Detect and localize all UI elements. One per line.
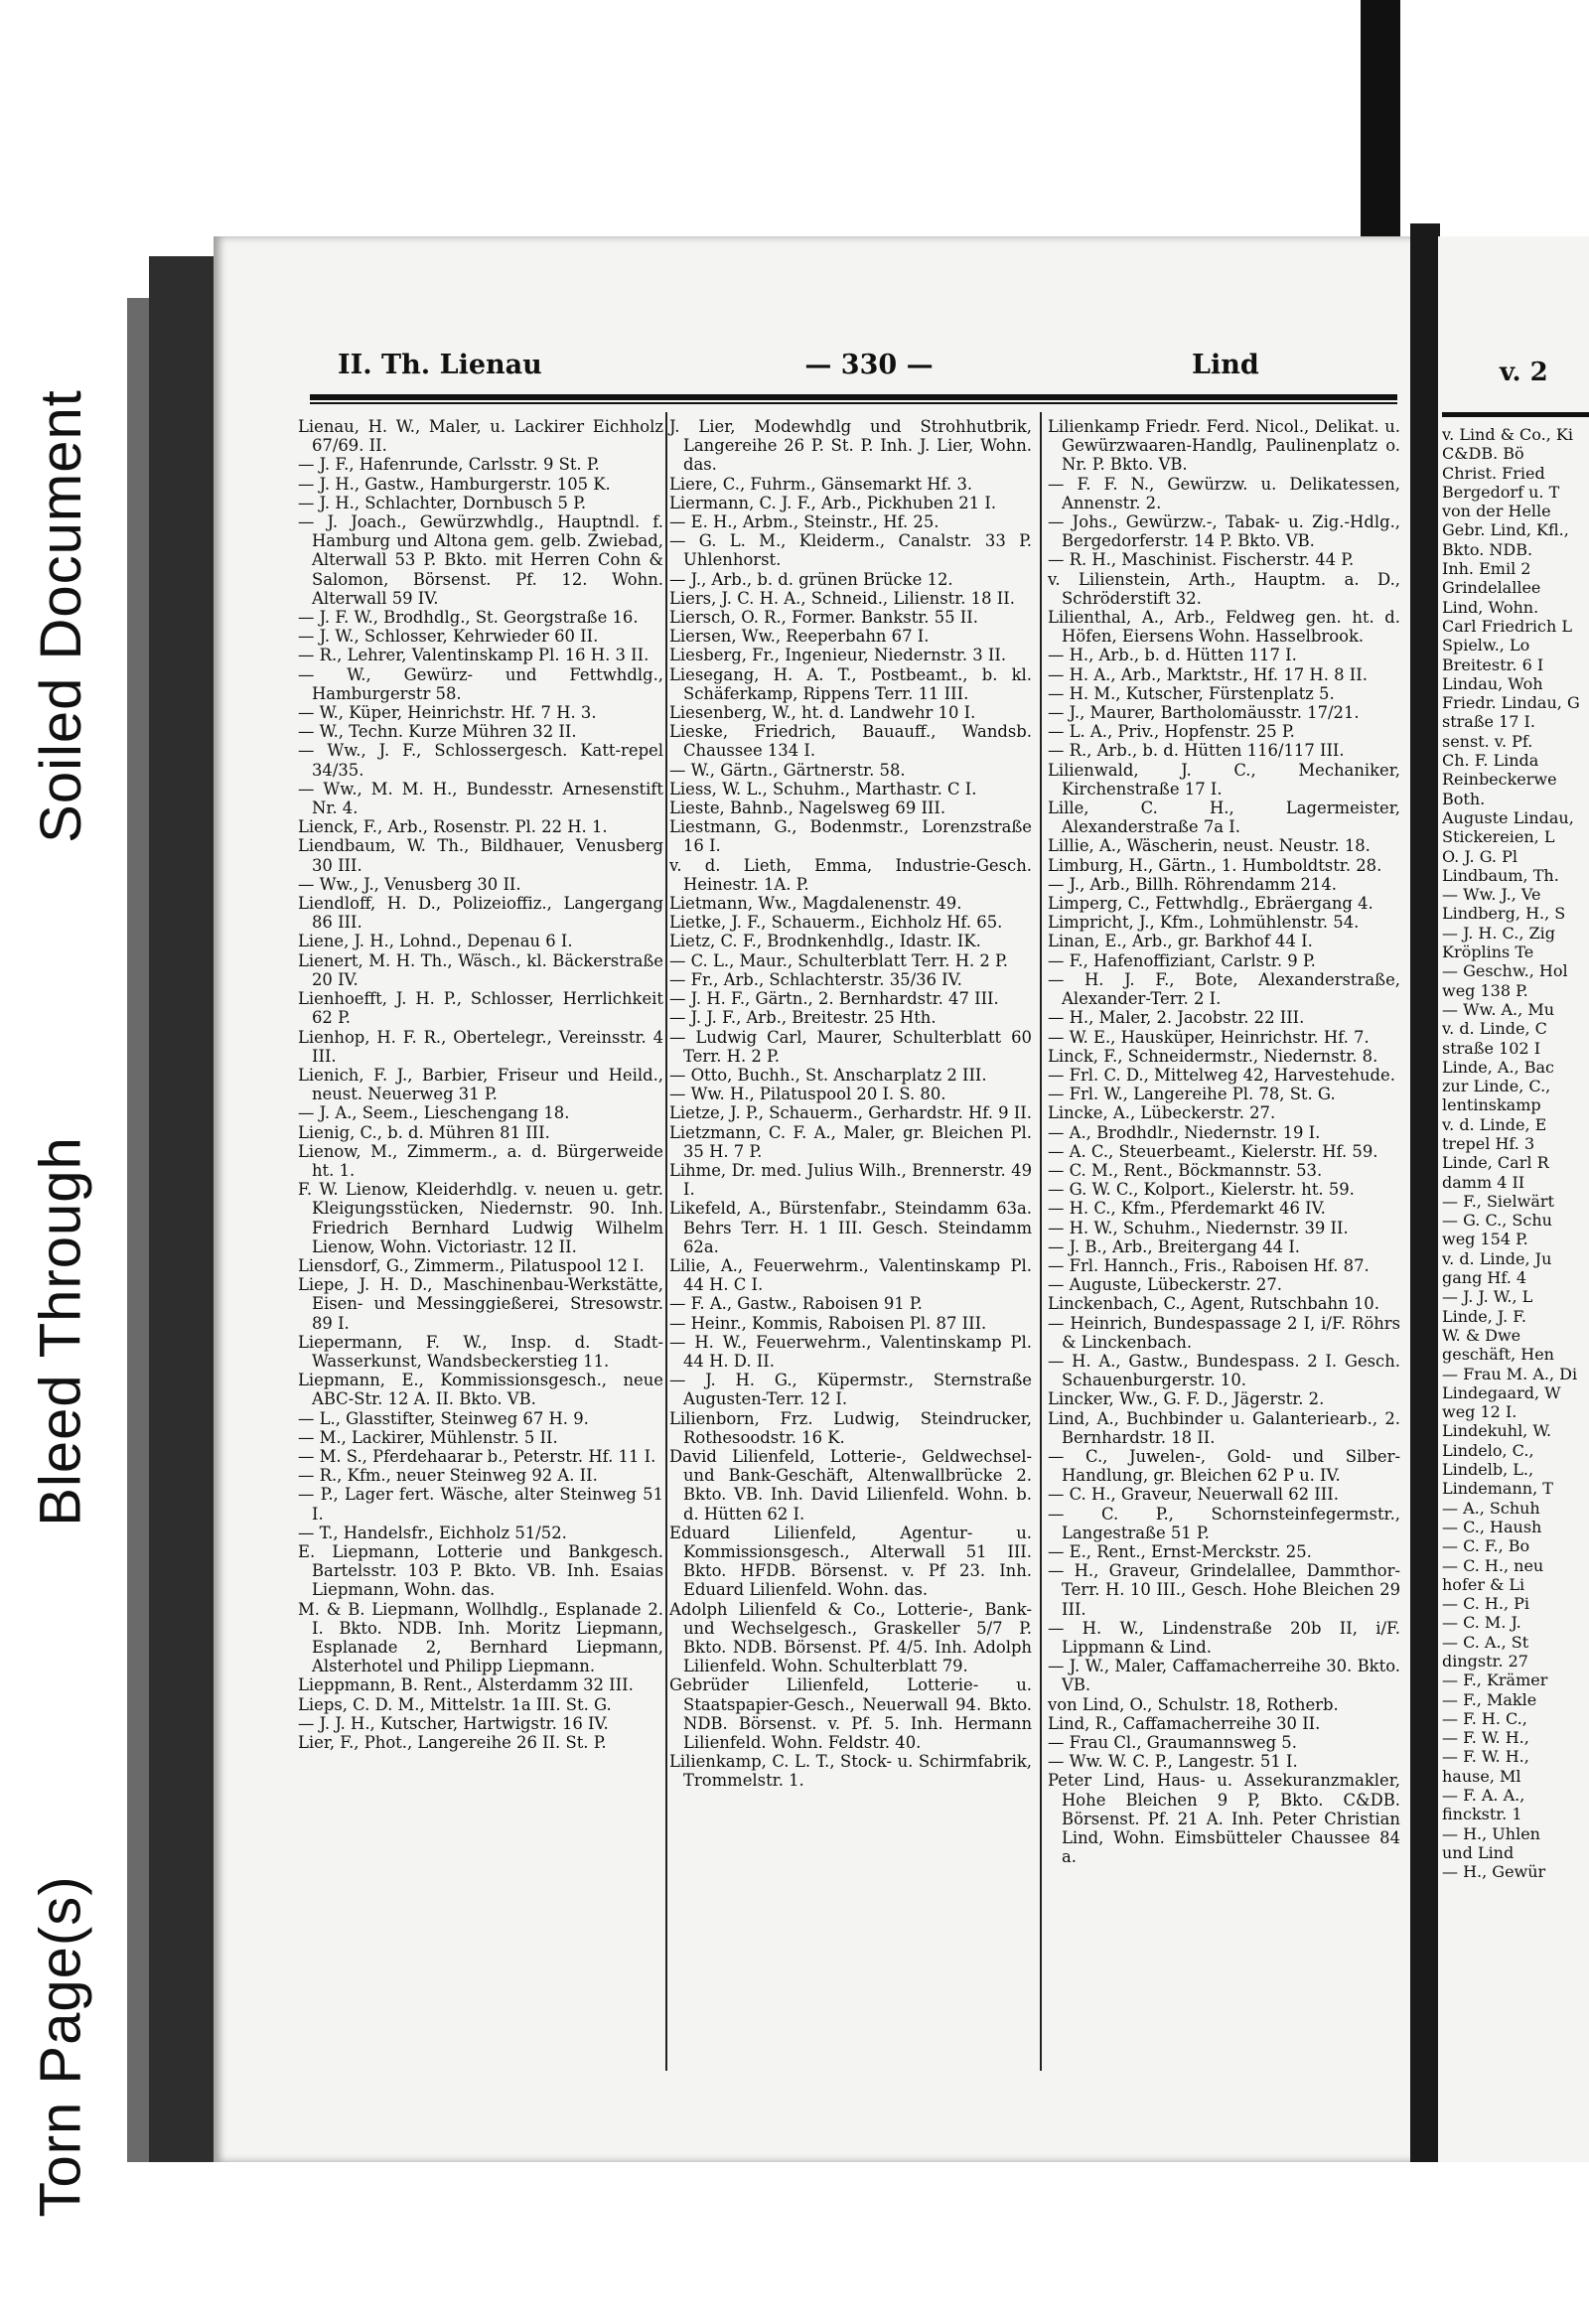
directory-entry: — J. H. F., Gärtn., 2. Bernhardstr. 47 III. (669, 989, 999, 1009)
directory-entry: Limperg, C., Fettwhdlg., Ebräergang 4. (1048, 894, 1373, 914)
directory-entry: Lienau, H. W., Maler, u. Lackirer Eichholz 67/69. II. (298, 417, 663, 456)
directory-entry: Lihme, Dr. med. Julius Wilh., Brennerstr. 49 I. (669, 1160, 1032, 1200)
directory-entry: — W., Küper, Heinrichstr. Hf. 7 H. 3. (298, 703, 597, 723)
next-page-line: v. Lind & Co., Ki (1442, 425, 1573, 444)
directory-entry: Liepmann, E., Kommissionsgesch., neue ABC-Str. 12 A. II. Bkto. VB. (298, 1371, 663, 1409)
directory-entry: — M., Lackirer, Mühlenstr. 5 II. (298, 1427, 558, 1447)
next-page-rule (1442, 412, 1589, 417)
directory-entry: Gebrüder Lilienfeld, Lotterie- u. Staatspapier-Gesch., Neuerwall 94. Bkto. NDB. Börsenst. v. Pf. 5. Inh. Hermann Lilienfeld. Wohn. Feldstr. 40. (669, 1675, 1032, 1753)
directory-entry: — L. A., Priv., Hopfenstr. 25 P. (1048, 722, 1295, 742)
next-page-line: W. & Dwe (1442, 1325, 1521, 1345)
next-page-line: — G. C., Schu (1442, 1211, 1552, 1231)
directory-entry: Lieste, Bahnb., Nagelsweg 69 III. (669, 799, 946, 818)
directory-entry: F. W. Lienow, Kleiderhdlg. v. neuen u. getr. Kleigungsstücken, Niedernstr. 90. Inh. Friedrich Bernhard Ludwig Wilhelm Lienow, Wohn. Victoriastr. 12 II. (298, 1180, 663, 1256)
next-page-column (1442, 425, 1589, 1882)
directory-entry: Lilienkamp Friedr. Ferd. Nicol., Delikat. u. Gewürzwaaren-Handlg, Paulinenplatz o. Nr. P. Bkto. VB. (1048, 417, 1400, 475)
directory-entry: — M. S., Pferdehaarar b., Peterstr. Hf. 11 I. (298, 1446, 656, 1466)
directory-entry: — C. P., Schornsteinfegermstr., Langestraße 51 P. (1048, 1504, 1400, 1542)
next-page-line: Auguste Lindau, (1442, 807, 1574, 827)
directory-entry: — R., Kfm., neuer Steinweg 92 A. II. (298, 1466, 598, 1486)
next-page-line: — C. H., neu (1442, 1555, 1544, 1575)
column-divider (1040, 412, 1042, 2071)
next-page-line: — F. H. C., (1442, 1708, 1527, 1728)
directory-entry: — R., Arb., b. d. Hütten 116/117 III. (1048, 741, 1345, 761)
directory-entry: Lietz, C. F., Brodnkenhdlg., Idastr. IK. (669, 932, 981, 951)
next-page-line: Lindelo, C., (1442, 1440, 1534, 1460)
next-page-line: straße 17 I. (1442, 712, 1535, 732)
book-spine (149, 256, 218, 2162)
directory-entry: Likefeld, A., Bürstenfabr., Steindamm 63a. Behrs Terr. H. 1 III. Gesch. Steindamm 62a. (669, 1199, 1032, 1256)
next-page-line: Bkto. NDB. (1442, 539, 1533, 559)
directory-entry: — H. W., Feuerwehrm., Valentinskamp Pl. 44 H. D. II. (669, 1332, 1032, 1371)
next-page-line: — Geschw., Hol (1442, 961, 1568, 981)
directory-entry: Lilie, A., Feuerwehrm., Valentinskamp Pl. 44 H. C I. (669, 1255, 1032, 1295)
directory-entry: — R. H., Maschinist. Fischerstr. 44 P. (1048, 550, 1355, 570)
directory-entry: — H. W., Lindenstraße 20b II, i/F. Lippmann & Lind. (1048, 1618, 1400, 1657)
directory-entry: — H. A., Arb., Marktstr., Hf. 17 H. 8 II. (1048, 664, 1368, 684)
directory-entry: Linckenbach, C., Agent, Rutschbahn 10. (1048, 1294, 1379, 1314)
directory-entry: — T., Handelsfr., Eichholz 51/52. (298, 1523, 567, 1542)
column-2 (669, 417, 1032, 1791)
directory-entry: — Johs., Gewürzw.-, Tabak- u. Zig.-Hdlg., Bergedorferstr. 14 P. Bkto. VB. (1048, 512, 1400, 551)
directory-entry: — J. J. H., Kutscher, Hartwigstr. 16 IV. (298, 1713, 609, 1733)
next-page-line: Ch. F. Linda (1442, 751, 1539, 771)
directory-entry: Lilienborn, Frz. Ludwig, Steindrucker, Rothesoodstr. 16 K. (669, 1408, 1032, 1447)
next-page-line: Christ. Fried (1442, 463, 1545, 483)
directory-entry: Liesegang, H. A. T., Postbeamt., b. kl. Schäferkamp, Rippens Terr. 11 III. (669, 664, 1032, 703)
next-page-line: und Lind (1442, 1842, 1515, 1862)
directory-entry: — J. F. W., Brodhdlg., St. Georgstraße 16. (298, 608, 639, 628)
directory-entry: — C., Juwelen-, Gold- und Silber-Handlung, gr. Bleichen 62 P u. IV. (1048, 1446, 1400, 1486)
directory-entry: — J., Arb., b. d. grünen Brücke 12. (669, 569, 953, 589)
directory-entry: Liersen, Ww., Reeperbahn 67 I. (669, 627, 930, 647)
next-page-line: damm 4 II (1442, 1172, 1525, 1192)
directory-entry: — Frl. Hannch., Fris., Raboisen Hf. 87. (1048, 1255, 1370, 1275)
directory-entry: — J. H., Schlachter, Dornbusch 5 P. (298, 493, 587, 512)
directory-entry: — Ww., J., Venusberg 30 II. (298, 874, 521, 894)
next-page-line: — C. A., St (1442, 1632, 1529, 1652)
next-page-line: Linde, A., Bac (1442, 1057, 1554, 1077)
directory-entry: — Heinrich, Bundespassage 2 I, i/F. Röhrs & Linckenbach. (1048, 1313, 1400, 1352)
next-page-line: senst. v. Pf. (1442, 731, 1533, 751)
directory-entry: Liene, J. H., Lohnd., Depenau 6 I. (298, 932, 573, 951)
directory-entry: v. d. Lieth, Emma, Industrie-Gesch. Heinestr. 1A. P. (669, 855, 1032, 894)
next-page-line: — F., Makle (1442, 1689, 1537, 1709)
directory-entry: — C. L., Maur., Schulterblatt Terr. H. 2 P. (669, 950, 1008, 970)
directory-entry: Liendloff, H. D., Polizeioffiz., Langergang 86 III. (298, 894, 663, 933)
directory-entry: Lieps, C. D. M., Mittelstr. 1a III. St. G. (298, 1694, 612, 1714)
next-page-line: geschäft, Hen (1442, 1345, 1554, 1365)
directory-entry: — W., Gewürz- und Fettwhdlg., Hamburgerstr 58. (298, 664, 663, 703)
directory-entry: — J. J. F., Arb., Breitestr. 25 Hth. (669, 1008, 937, 1028)
directory-entry: Lietze, J. P., Schauerm., Gerhardstr. Hf. 9 II. (669, 1103, 1032, 1123)
header-rule (310, 394, 1397, 400)
running-header-right: Lind (1192, 350, 1259, 380)
next-page-line: von der Helle (1442, 502, 1551, 521)
next-page-line: weg 154 P. (1442, 1230, 1528, 1249)
next-page-line: Lindelb, L., (1442, 1460, 1534, 1480)
next-page-line: Grindelallee (1442, 578, 1541, 598)
directory-entry: — R., Lehrer, Valentinskamp Pl. 16 H. 3 II. (298, 646, 650, 665)
directory-entry: Adolph Lilienfeld & Co., Lotterie-, Bank- und Wechselgesch., Graskeller 5/7 P. Bkto. NDB. Börsenst. Pf. 4/5. Inh. Adolph Lilienfeld. Wohn. Schulterblatt 79. (669, 1599, 1032, 1676)
next-page-line: hofer & Li (1442, 1574, 1525, 1594)
directory-entry: Lieske, Friedrich, Bauauff., Wandsb. Chaussee 134 I. (669, 722, 1032, 761)
directory-entry: Liendbaum, W. Th., Bildhauer, Venusberg 30 III. (298, 836, 663, 875)
directory-entry: — Otto, Buchh., St. Anscharplatz 2 III. (669, 1065, 987, 1085)
directory-entry: Lind, A., Buchbinder u. Galanteriearb., 2. Bernhardstr. 18 II. (1048, 1408, 1400, 1447)
stamp-strip (0, 298, 119, 2218)
column-divider (665, 412, 667, 2071)
next-page-line: Linde, Carl R (1442, 1153, 1549, 1173)
directory-entry: — Frau Cl., Graumannsweg 5. (1048, 1733, 1297, 1753)
next-page-line: v. d. Linde, C (1442, 1019, 1547, 1039)
next-page-line: v. d. Linde, E (1442, 1114, 1547, 1134)
directory-entry: Lincker, Ww., G. F. D., Jägerstr. 2. (1048, 1389, 1325, 1409)
stamp-text: Soiled Document (28, 388, 93, 843)
directory-entry: — Ww., M. M. H., Bundesstr. Arnesenstift Nr. 4. (298, 779, 663, 818)
next-page-line: — F., Sielwärt (1442, 1191, 1554, 1211)
next-page-line: hause, Ml (1442, 1766, 1521, 1786)
gutter (1410, 223, 1440, 2162)
next-page-line: Stickereien, L (1442, 827, 1555, 847)
next-page-line: — F. W. H., (1442, 1747, 1529, 1767)
directory-entry: — A., Brodhdlr., Niedernstr. 19 I. (1048, 1122, 1321, 1142)
directory-entry: — W. E., Hausküper, Heinrichstr. Hf. 7. (1048, 1027, 1370, 1047)
column-1 (298, 417, 663, 1752)
directory-entry: Lincke, A., Lübeckerstr. 27. (1048, 1103, 1276, 1123)
directory-entry: Lienig, C., b. d. Mühren 81 III. (298, 1122, 550, 1142)
next-page-line: Lind, Wohn. (1442, 597, 1539, 617)
directory-entry: — Heinr., Kommis, Raboisen Pl. 87 III. (669, 1313, 987, 1333)
next-page-line: — F., Krämer (1442, 1670, 1548, 1690)
directory-entry: Lind, R., Caffamacherreihe 30 II. (1048, 1713, 1321, 1733)
next-page-line: Reinbeckerwe (1442, 770, 1557, 790)
directory-entry: — Ww. H., Pilatuspool 20 I. S. 80. (669, 1085, 946, 1104)
directory-entry: — Ww., J. F., Schlossergesch. Katt-repel 34/35. (298, 741, 663, 780)
directory-entry: M. & B. Liepmann, Wollhdlg., Esplanade 2. I. Bkto. NDB. Inh. Moritz Liepmann, Esplanade 2, Bernhard Liepmann, Alsterhotel und Philipp Liepmann. (298, 1599, 663, 1676)
torn-pages-stamp (6, 1768, 115, 2324)
header-rule-thin (310, 402, 1397, 404)
next-page-line: Bergedorf u. T (1442, 482, 1560, 502)
next-page-line: gang Hf. 4 (1442, 1268, 1527, 1288)
directory-entry: Linan, E., Arb., gr. Barkhof 44 I. (1048, 932, 1313, 951)
next-page-line: Carl Friedrich L (1442, 616, 1572, 636)
directory-entry: — F. F. N., Gewürzw. u. Delikatessen, Annenstr. 2. (1048, 474, 1400, 512)
next-page-line: — J. H. C., Zig (1442, 923, 1555, 943)
directory-entry: — E. H., Arbm., Steinstr., Hf. 25. (669, 512, 939, 532)
next-page-line: lentinskamp (1442, 1095, 1541, 1115)
bleed-through-stamp (6, 934, 115, 1728)
next-page-line: Lindemann, T (1442, 1479, 1553, 1499)
directory-entry: — H., Graveur, Grindelallee, Dammthor-Terr. H. 10 III., Gesch. Hohe Bleichen 29 III. (1048, 1561, 1400, 1619)
directory-entry: — H. M., Kutscher, Fürstenplatz 5. (1048, 683, 1335, 703)
directory-entry: — J., Maurer, Bartholomäusstr. 17/21. (1048, 703, 1360, 723)
directory-entry: Linck, F., Schneidermstr., Niedernstr. 8. (1048, 1046, 1378, 1066)
book-edge (127, 298, 149, 2162)
directory-entry: — Ludwig Carl, Maurer, Schulterblatt 60 Terr. H. 2 P. (669, 1027, 1032, 1066)
directory-entry: David Lilienfeld, Lotterie-, Geldwechsel- und Bank-Geschäft, Altenwallbrücke 2. Bkto. VB. Inh. David Lilienfeld. Wohn. b. d. Hütten 62 I. (669, 1446, 1032, 1524)
soiled-document-stamp (6, 338, 115, 894)
directory-entry: — H. A., Gastw., Bundespass. 2 I. Gesch. Schauenburgerstr. 10. (1048, 1351, 1400, 1390)
running-header-left: II. Th. Lienau (338, 350, 542, 380)
directory-entry: — G. L. M., Kleiderm., Canalstr. 33 P. Uhlenhorst. (669, 531, 1032, 570)
directory-entry: — C. M., Rent., Böckmannstr. 53. (1048, 1160, 1323, 1180)
directory-entry: Lienhoefft, J. H. P., Schlosser, Herrlichkeit 62 P. (298, 989, 663, 1028)
next-page-line: v. d. Linde, Ju (1442, 1248, 1552, 1268)
directory-entry: Liers, J. C. H. A., Schneid., Lilienstr. 18 II. (669, 588, 1015, 608)
next-page-line: — Ww. A., Mu (1442, 999, 1554, 1019)
directory-entry: Liepermann, F. W., Insp. d. Stadt-Wasserkunst, Wandsbeckerstieg 11. (298, 1332, 663, 1371)
next-page-line: Spielw., Lo (1442, 636, 1530, 655)
directory-entry: Lienich, F. J., Barbier, Friseur und Heild., neust. Neuerweg 31 P. (298, 1065, 663, 1104)
directory-entry: — H. W., Schuhm., Niedernstr. 39 II. (1048, 1218, 1349, 1237)
next-page-line: Lindegaard, W (1442, 1382, 1561, 1402)
next-page-line: — Frau M. A., Di (1442, 1364, 1578, 1383)
directory-entry: Liesberg, Fr., Ingenieur, Niedernstr. 3 II. (669, 646, 1007, 665)
stamp-text: Torn Page(s) (28, 1874, 93, 2218)
directory-entry: Limburg, H., Gärtn., 1. Humboldtstr. 28. (1048, 855, 1382, 875)
directory-entry: — Fr., Arb., Schlachterstr. 35/36 IV. (669, 969, 962, 989)
next-page-line: Lindbaum, Th. (1442, 865, 1559, 885)
next-page-line: straße 102 I (1442, 1038, 1541, 1058)
directory-entry: — Frl. C. D., Mittelweg 42, Harvestehude. (1048, 1065, 1395, 1085)
directory-entry: — Frl. W., Langereihe Pl. 78, St. G. (1048, 1085, 1336, 1104)
directory-entry: — J. B., Arb., Breitergang 44 I. (1048, 1236, 1301, 1256)
directory-entry: E. Liepmann, Lotterie und Bankgesch. Bartelsstr. 103 P. Bkto. VB. Inh. Esaias Liepmann, Wohn. das. (298, 1541, 663, 1600)
stamp-text: Bleed Through (28, 1135, 93, 1526)
next-page-line: Lindekuhl, W. (1442, 1421, 1552, 1441)
next-page-line: trepel Hf. 3 (1442, 1133, 1535, 1153)
next-page-line: — A., Schuh (1442, 1498, 1540, 1518)
directory-entry: Lienert, M. H. Th., Wäsch., kl. Bäckerstraße 20 IV. (298, 950, 663, 989)
directory-entry: v. Lilienstein, Arth., Hauptm. a. D., Schröderstift 32. (1048, 569, 1400, 608)
next-page-line: finckstr. 1 (1442, 1805, 1522, 1824)
next-page-line: Kröplins Te (1442, 943, 1534, 962)
directory-entry: — J. H. G., Küpermstr., Sternstraße Augusten-Terr. 12 I. (669, 1371, 1032, 1409)
next-page-line: — C. H., Pi (1442, 1594, 1530, 1614)
directory-entry: — J. W., Maler, Caffamacherreihe 30. Bkto. VB. (1048, 1657, 1400, 1695)
directory-entry: — F., Hafenoffiziant, Carlstr. 9 P. (1048, 950, 1316, 970)
directory-entry: — H., Arb., b. d. Hütten 117 I. (1048, 646, 1297, 665)
directory-entry: — G. W. C., Kolport., Kielerstr. ht. 59. (1048, 1180, 1355, 1200)
directory-entry: Lilienkamp, C. L. T., Stock- u. Schirmfabrik, Trommelstr. 1. (669, 1752, 1032, 1791)
directory-entry: — J. A., Seem., Lieschengang 18. (298, 1103, 570, 1123)
directory-entry: Lietzmann, C. F. A., Maler, gr. Bleichen Pl. 35 H. 7 P. (669, 1122, 1032, 1161)
next-page-line: — C., Haush (1442, 1517, 1542, 1536)
directory-entry: — J. F., Hafenrunde, Carlsstr. 9 St. P. (298, 455, 600, 475)
directory-entry: — J., Arb., Billh. Röhrendamm 214. (1048, 874, 1337, 894)
column-3 (1048, 417, 1400, 1866)
directory-entry: J. Lier, Modewhdlg und Strohhutbrik, Langereihe 26 P. St. P. Inh. J. Lier, Wohn. das. (669, 417, 1032, 475)
directory-entry: Lillie, A., Wäscherin, neust. Neustr. 18. (1048, 836, 1371, 856)
next-page-line: dingstr. 27 (1442, 1652, 1528, 1670)
directory-entry: Lilienwald, J. C., Mechaniker, Kirchenstraße 17 I. (1048, 760, 1400, 799)
directory-entry: — A. C., Steuerbeamt., Kielerstr. Hf. 59. (1048, 1141, 1378, 1161)
directory-entry: Liere, C., Fuhrm., Gänsemarkt Hf. 3. (669, 474, 973, 494)
next-page-line: Lindberg, H., S (1442, 904, 1566, 924)
next-page-line: — F. A. A., (1442, 1786, 1525, 1806)
directory-entry: Liestmann, G., Bodenmstr., Lorenzstraße 16 I. (669, 817, 1032, 856)
directory-entry: Liepe, J. H. D., Maschinenbau-Werkstätte, Eisen- und Messinggießerei, Stresowstr. 89 I. (298, 1275, 663, 1333)
directory-entry: Eduard Lilienfeld, Agentur- u. Kommissionsgesch., Alterwall 51 III. Bkto. HFDB. Börsenst. v. Pf 23. Inh. Eduard Lilienfeld. Wohn. das. (669, 1523, 1032, 1600)
directory-entry: Liess, W. L., Schuhm., Marthastr. C I. (669, 779, 977, 799)
directory-entry: Lienow, M., Zimmerm., a. d. Bürgerweide ht. 1. (298, 1141, 663, 1180)
directory-entry: — W., Techn. Kurze Mühren 32 II. (298, 722, 577, 742)
directory-entry: von Lind, O., Schulstr. 18, Rotherb. (1048, 1694, 1339, 1714)
next-page-line: weg 12 I. (1442, 1402, 1517, 1422)
directory-entry: — J. H., Gastw., Hamburgerstr. 105 K. (298, 474, 611, 494)
directory-entry: — J. W., Schlosser, Kehrwieder 60 II. (298, 627, 599, 647)
directory-entry: Lienck, F., Arb., Rosenstr. Pl. 22 H. 1. (298, 817, 608, 837)
directory-entry: Lilienthal, A., Arb., Feldweg gen. ht. d. Höfen, Eiersens Wohn. Hasselbrook. (1048, 608, 1400, 647)
next-page-line: — C. F., Bo (1442, 1536, 1530, 1556)
next-page-header: v. 2 (1500, 358, 1548, 387)
directory-entry: — L., Glasstifter, Steinweg 67 H. 9. (298, 1408, 589, 1428)
directory-entry: — H. J. F., Bote, Alexanderstraße, Alexander-Terr. 2 I. (1048, 969, 1400, 1009)
directory-entry: — F. A., Gastw., Raboisen 91 P. (669, 1294, 923, 1314)
next-page-line: zur Linde, C., (1442, 1077, 1551, 1096)
next-page-line: Linde, J. F. (1442, 1306, 1526, 1326)
next-page-line: Gebr. Lind, Kfl., (1442, 520, 1569, 540)
next-page-line: Breitestr. 6 I (1442, 654, 1544, 674)
directory-entry: Lienhop, H. F. R., Obertelegr., Vereinsstr. 4 III. (298, 1027, 663, 1066)
directory-entry: Limpricht, J., Kfm., Lohmühlenstr. 54. (1048, 913, 1360, 933)
next-page-line: O. J. G. Pl (1442, 846, 1517, 866)
directory-entry: — H., Maler, 2. Jacobstr. 22 III. (1048, 1008, 1305, 1028)
directory-entry: Lietmann, Ww., Magdalenenstr. 49. (669, 894, 962, 914)
directory-entry: — J. Joach., Gewürzwhdlg., Hauptndl. f. Hamburg und Altona gem. gelb. Zwiebad, Alterwall 53 P. Bkto. mit Herren Cohn & Salomon, Börsenst. Pf. 12. Wohn. Alterwall 59 IV. (298, 512, 663, 608)
directory-entry: — C. H., Graveur, Neuerwall 62 III. (1048, 1485, 1339, 1505)
directory-entry: — Auguste, Lübeckerstr. 27. (1048, 1275, 1282, 1295)
next-page-line: Lindau, Woh (1442, 673, 1543, 693)
directory-entry: — Ww. W. C. P., Langestr. 51 I. (1048, 1752, 1298, 1772)
directory-entry: — E., Rent., Ernst-Merckstr. 25. (1048, 1541, 1312, 1561)
directory-entry: Lille, C. H., Lagermeister, Alexanderstraße 7a I. (1048, 799, 1400, 837)
next-page-line: — Ww. J., Ve (1442, 885, 1541, 905)
next-page-line: — H., Uhlen (1442, 1823, 1540, 1843)
binding-shadow (1361, 0, 1400, 238)
directory-entry: Lier, F., Phot., Langereihe 26 II. St. P. (298, 1733, 607, 1753)
directory-entry: Peter Lind, Haus- u. Assekuranzmakler, Hohe Bleichen 9 P, Bkto. C&DB. Börsenst. Pf. 21 A. Inh. Peter Christian Lind, Wohn. Eimsbütteler Chaussee 84 a. (1048, 1771, 1400, 1867)
directory-entry: Liensdorf, G., Zimmerm., Pilatuspool 12 I. (298, 1255, 645, 1275)
directory-entry: Lietke, J. F., Schauerm., Eichholz Hf. 65. (669, 913, 1003, 933)
directory-entry: Liersch, O. R., Former. Bankstr. 55 II. (669, 608, 978, 628)
next-page-line: C&DB. Bö (1442, 444, 1524, 464)
next-page-line: Both. (1442, 789, 1486, 808)
directory-entry: Liermann, C. J. F., Arb., Pickhuben 21 I. (669, 493, 997, 512)
next-page-line: — C. M. J. (1442, 1613, 1521, 1633)
directory-entry: — W., Gärtn., Gärtnerstr. 58. (669, 760, 906, 780)
page-number: — 330 — (804, 350, 934, 380)
next-page-line: Friedr. Lindau, G (1442, 693, 1580, 713)
directory-entry: — P., Lager fert. Wäsche, alter Steinweg 51 I. (298, 1485, 663, 1524)
next-page-line: Inh. Emil 2 (1442, 559, 1531, 579)
next-page-line: — J. J. W., L (1442, 1287, 1533, 1307)
directory-entry: — H. C., Kfm., Pferdemarkt 46 IV. (1048, 1199, 1326, 1219)
directory-entry: Liesenberg, W., ht. d. Landwehr 10 I. (669, 703, 976, 723)
directory-entry: Lieppmann, B. Rent., Alsterdamm 32 III. (298, 1675, 634, 1695)
next-page-line: — F. W. H., (1442, 1728, 1529, 1748)
next-page-line: weg 138 P. (1442, 980, 1528, 1000)
next-page-line: — H., Gewür (1442, 1862, 1546, 1882)
